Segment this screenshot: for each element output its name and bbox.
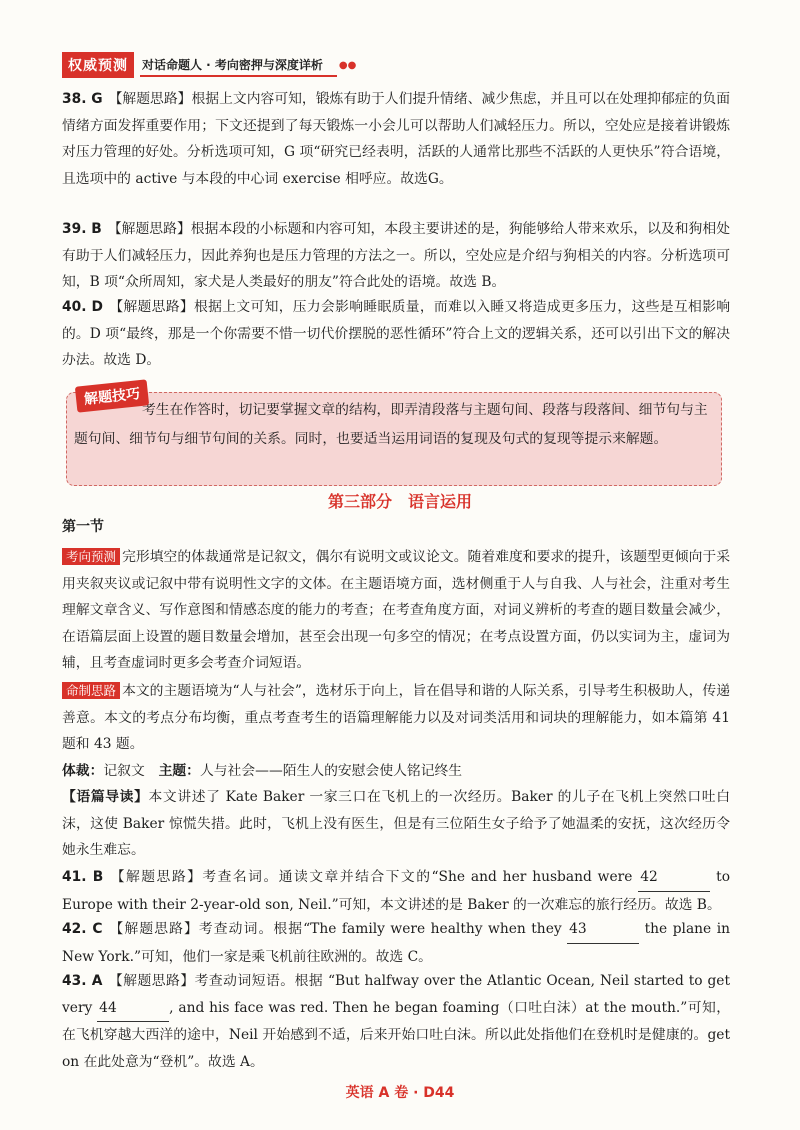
answer-text: 【解题思路】根据上文可知，压力会影响睡眠质量，而难以入睡又将造成更多压力，这些是互相影响的。D 项“最终，那是一个你需要不惜一切代价摆脱的恶性循环”符合上文的逻辑关系，还可以引出下文的解决办法。故选 D。: [62, 299, 730, 368]
answer-number: 41. B: [62, 869, 104, 885]
intent-tag: 命制思路: [62, 682, 120, 699]
answer-43: [62, 968, 730, 1075]
answer-40: [62, 294, 730, 374]
answer-text-b: the plane in New York.”可知，他们一家是乘飞机前往欧洲的。故选 C。: [62, 921, 730, 965]
answer-text-a: 【解题思路】考查动词。根据“The family were healthy when they: [108, 921, 568, 937]
answer-39: [62, 216, 730, 296]
blank-42: 42: [638, 864, 710, 892]
answer-text-b: to Europe with their 2-year-old son, Neil.”可知，本文讲述的是 Baker 的一次难忘的旅行经历。故选 B。: [62, 869, 730, 913]
header-badge: 权威预测: [62, 52, 134, 78]
theme-value: 人与社会——陌生人的安慰会使人铭记终生: [199, 763, 463, 779]
guide-label: 【语篇导读】: [62, 789, 149, 805]
guide-paragraph: [62, 784, 730, 864]
subsection-title: 第一节: [62, 519, 104, 535]
forecast-paragraph: [62, 544, 730, 677]
genre-label: 体裁：: [62, 763, 104, 779]
answer-number: 43. A: [62, 973, 103, 989]
answer-number: 40. D: [62, 299, 104, 315]
answer-number: 38. G: [62, 91, 103, 107]
page-header: [62, 52, 356, 78]
answer-text-a: 【解题思路】考查动词短语。根据 “But halfway over the Atlantic Ocean, Neil started to get very: [62, 973, 730, 1016]
intent-paragraph: [62, 678, 730, 758]
answer-42: [62, 916, 730, 970]
header-dots-icon: ●●: [338, 59, 357, 71]
theme-label: 主题：: [158, 763, 200, 779]
answer-number: 39. B: [62, 221, 102, 237]
answer-number: 42. C: [62, 921, 103, 937]
answer-41: [62, 864, 730, 918]
answer-text-a: 【解题思路】考查名词。通读文章并结合下文的“She and her husband were: [109, 869, 639, 885]
answer-text-b: , and his face was red. Then he began foaming（口吐白沫）at the mouth.”可知，在飞机穿越大西洋的途中，Neil 开始感到不适，后来开始口吐白沫。所以此处指他们在登机时是健康的。get on 在此处意为“登机”。故选 A。: [62, 999, 730, 1070]
genre-line: [62, 758, 730, 785]
forecast-text: 完形填空的体裁通常是记叙文，偶尔有说明文或议论文。随着难度和要求的提升，该题型更倾向于采用夹叙夹议或记叙中带有说明性文字的文体。在主题语境方面，选材侧重于人与自我、人与社会，注重对考生理解文章含义、写作意图和情感态度的能力的考查；在考查角度方面，对词义辨析的考查的题目数量会减少，在语篇层面上设置的题目数量会增加，甚至会出现一句多空的情况；在考点设置方面，仍以实词为主，虚词为辅，且考查虚词时更多会考查介词短语。: [62, 549, 730, 671]
intent-text: 本文的主题语境为“人与社会”，选材乐于向上，旨在倡导和谐的人际关系，引导考生积极助人，传递善意。本文的考点分布均衡，重点考查考生的语篇理解能力以及对词类活用和词块的理解能力，如本篇第 41 题和 43 题。: [62, 683, 730, 752]
forecast-tag: 考向预测: [62, 548, 120, 565]
guide-text: 本文讲述了 Kate Baker 一家三口在飞机上的一次经历。Baker 的儿子在飞机上突然口吐白沫，这使 Baker 惊慌失措。此时，飞机上没有医生，但是有三位陌生女子给予了她温柔的安抚，这次经历令她永生难忘。: [62, 789, 730, 858]
page-footer: 英语 A 卷 · D44: [345, 1085, 455, 1101]
answer-text: 【解题思路】根据上文内容可知，锻炼有助于人们提升情绪、减少焦虑，并且可以在处理抑郁症的负面情绪方面发挥重要作用；下文还提到了每天锻炼一小会儿可以帮助人们减轻压力。所以，空处应是接着讲锻炼对压力管理的好处。分析选项可知，G 项“研究已经表明，活跃的人通常比那些不活跃的人更快乐”符合语境，且选项中的 active 与本段的中心词 exercise 相呼应。故选G。: [62, 91, 731, 187]
header-title: 对话命题人 · 考向密押与深度详析: [140, 54, 337, 77]
blank-44: 44: [97, 995, 169, 1023]
tip-tag: 解题技巧: [75, 379, 149, 412]
blank-43: 43: [567, 916, 639, 944]
genre-value: 记叙文: [103, 763, 145, 779]
answer-38: [62, 86, 730, 192]
section-title: 第三部分 语言运用: [327, 492, 472, 511]
answer-text: 【解题思路】根据本段的小标题和内容可知，本段主要讲述的是，狗能够给人带来欢乐，以及和狗相处有助于人们减轻压力，因此养狗也是压力管理的方法之一。所以，空处应是介绍与狗相关的内容。分析选项可知，B 项“众所周知，家犬是人类最好的朋友”符合此处的语境。故选 B。: [62, 221, 730, 290]
tip-text: 考生在作答时，切记要掌握文章的结构，即弄清段落与主题句间、段落与段落间、细节句与主题句间、细节句与细节句间的关系。同时，也要适当运用词语的复现及句式的复现等提示来解题。: [74, 402, 708, 447]
